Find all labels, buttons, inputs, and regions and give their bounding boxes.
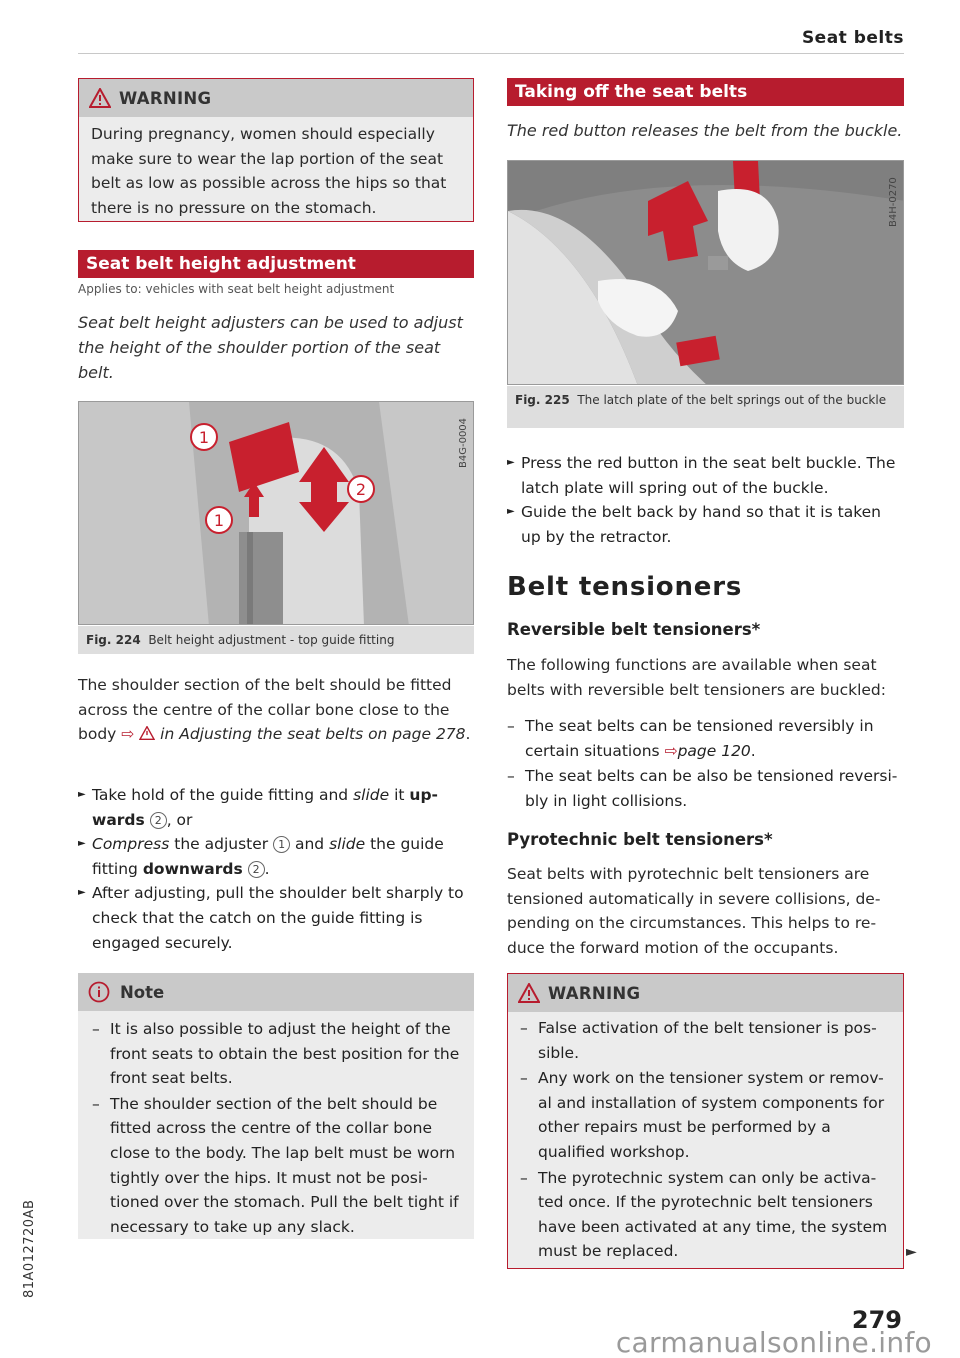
callout-2-icon: 2 (150, 812, 167, 829)
figure-224-illustration (79, 402, 474, 625)
running-header: Seat belts (801, 28, 904, 48)
reversible-item-text: The seat belts can be tensioned reversibly in certain situations (525, 717, 874, 760)
cross-reference-link[interactable]: in Adjusting the seat belts on page 278 (160, 725, 466, 744)
page-reference-link[interactable]: page 120 (677, 741, 751, 760)
applies-to-note: Applies to: vehicles with seat belt height adjustment (78, 282, 395, 296)
cross-reference-arrow-icon: ⇨ (121, 725, 135, 744)
continued-arrow-icon: ► (906, 1244, 917, 1260)
warning-triangle-inline-icon (139, 726, 155, 740)
warning-title: WARNING (548, 983, 641, 1003)
figure-224-belt-adjuster (78, 401, 474, 625)
reversible-item-end: . (750, 741, 756, 760)
header-divider (78, 53, 904, 54)
intro-height-adjustment: Seat belt height adjusters can be used to adjust the height of the shoulder portion of the seat belt. (78, 313, 463, 382)
shoulder-paragraph-end: . (465, 725, 471, 744)
warning-list (508, 1012, 903, 1269)
note-list (78, 1011, 474, 1246)
step-compress (78, 832, 474, 881)
step2-text-a: the adjuster (169, 835, 274, 854)
figure-224-code: B4G-0004 (458, 417, 469, 468)
figure-225-caption (507, 386, 904, 428)
reversible-intro: The following functions are available when seat belts with reversible belt tensioners are buckled: (507, 656, 886, 699)
warning-triangle-icon (518, 983, 540, 1003)
note-box (78, 973, 474, 1239)
warning-box-tensioners (507, 973, 904, 1269)
step-slide-up (78, 783, 474, 832)
figure-224-caption-text: Belt height adjustment - top guide fitting (148, 633, 395, 647)
heading-belt-tensioners: Belt tensioners (507, 572, 743, 602)
warning-item: – False activation of the belt tensioner is pos-sible. (520, 1016, 891, 1065)
cross-reference-arrow-icon: ⇨ (664, 741, 678, 760)
warning-box-pregnancy (78, 78, 474, 222)
figure-224-label-1: 1 (198, 428, 210, 447)
reversible-item: – The seat belts can be also be tensioned reversi-bly in light collisions. (507, 764, 904, 813)
figure-225-code: B4H-0270 (888, 177, 899, 227)
document-code: 81A012720AB (22, 1199, 37, 1298)
warning-header (508, 974, 903, 1012)
step1-italic: slide (353, 786, 390, 804)
pyrotechnic-text: Seat belts with pyrotechnic belt tensioners are tensioned automatically in severe collisions, de-pending on the circumstances. This helps to re-duce the forward motion of the occupants. (507, 865, 881, 957)
callout-1-icon: 1 (273, 836, 290, 853)
reversible-list (507, 714, 904, 814)
shoulder-paragraph-text: The shoulder section of the belt should be fitted across the centre of the collar bone close to the body (78, 676, 452, 744)
figure-225-number: Fig. 225 (515, 393, 570, 407)
warning-item: – Any work on the tensioner system or remov-al and installation of system components for other repairs must be performed by a qualified workshop. (520, 1066, 891, 1164)
page-number: 279 (851, 1306, 902, 1334)
step1-bold: up-wards (92, 786, 438, 829)
warning-triangle-icon (89, 88, 111, 108)
section-title-height-adjustment: Seat belt height adjustment (78, 250, 474, 278)
step-guide-belt: ► Guide the belt back by hand so that it is taken up by the retractor. (507, 500, 904, 549)
warning-text: During pregnancy, women should especially make sure to wear the lap portion of the seat belt as low as possible across the hips so that there is no pressure on the stomach. (91, 125, 447, 217)
figure-225-caption-text: The latch plate of the belt springs out of the buckle (577, 393, 887, 407)
step1-text-b: it (389, 786, 410, 804)
figure-224-label-3: 1 (213, 511, 225, 530)
step2-bold: downwards (142, 859, 243, 878)
release-steps (507, 451, 904, 549)
step-check-catch: ► After adjusting, pull the shoulder belt sharply to check that the catch on the guide fitting is engaged securely. (78, 881, 474, 955)
note-header (78, 973, 474, 1011)
warning-item: – The pyrotechnic system can only be activa-ted once. If the pyrotechnic belt tensioners have been activated at any time, the system must be replaced. (520, 1166, 891, 1264)
subheading-reversible: Reversible belt tensioners* (507, 620, 761, 639)
step2-italic: Compress (92, 835, 170, 854)
note-item: – It is also possible to adjust the height of the front seats to obtain the best position for the front seat belts. (92, 1017, 462, 1091)
subheading-pyrotechnic: Pyrotechnic belt tensioners* (507, 830, 773, 849)
note-title: Note (120, 982, 165, 1002)
step2-end: . (264, 859, 270, 878)
figure-225-illustration (508, 161, 904, 385)
reversible-item (507, 714, 904, 763)
figure-224-number: Fig. 224 (86, 633, 141, 647)
step1-text-a: Take hold of the guide fitting and (92, 786, 354, 804)
step-press-button: ► Press the red button in the seat belt buckle. The latch plate will spring out of the buckle. (507, 451, 904, 500)
figure-224-caption (78, 626, 474, 654)
info-icon (88, 981, 110, 1003)
warning-header (79, 79, 473, 117)
callout-2-icon: 2 (248, 861, 265, 878)
step2-text-b: and (290, 835, 330, 854)
note-item: – The shoulder section of the belt should be fitted across the centre of the collar bone close to the body. The lap belt must be worn tightly over the hips. It must not be posi-tioned over the stomach. Pull the belt tight if necessary to take up any slack. (92, 1092, 462, 1240)
watermark: carmanualsonline.info (615, 1326, 932, 1358)
warning-title: WARNING (119, 88, 212, 108)
step2-text-c: the guide fitting (92, 835, 444, 878)
step1-text-c: , or (166, 810, 193, 829)
step2-italic-2: slide (329, 835, 366, 854)
adjustment-steps (78, 783, 474, 955)
figure-224-label-2: 2 (355, 480, 367, 499)
figure-225-buckle (507, 160, 904, 385)
intro-taking-off: The red button releases the belt from the buckle. (507, 121, 903, 140)
shoulder-section-paragraph (78, 673, 474, 747)
section-title-taking-off: Taking off the seat belts (507, 78, 904, 106)
